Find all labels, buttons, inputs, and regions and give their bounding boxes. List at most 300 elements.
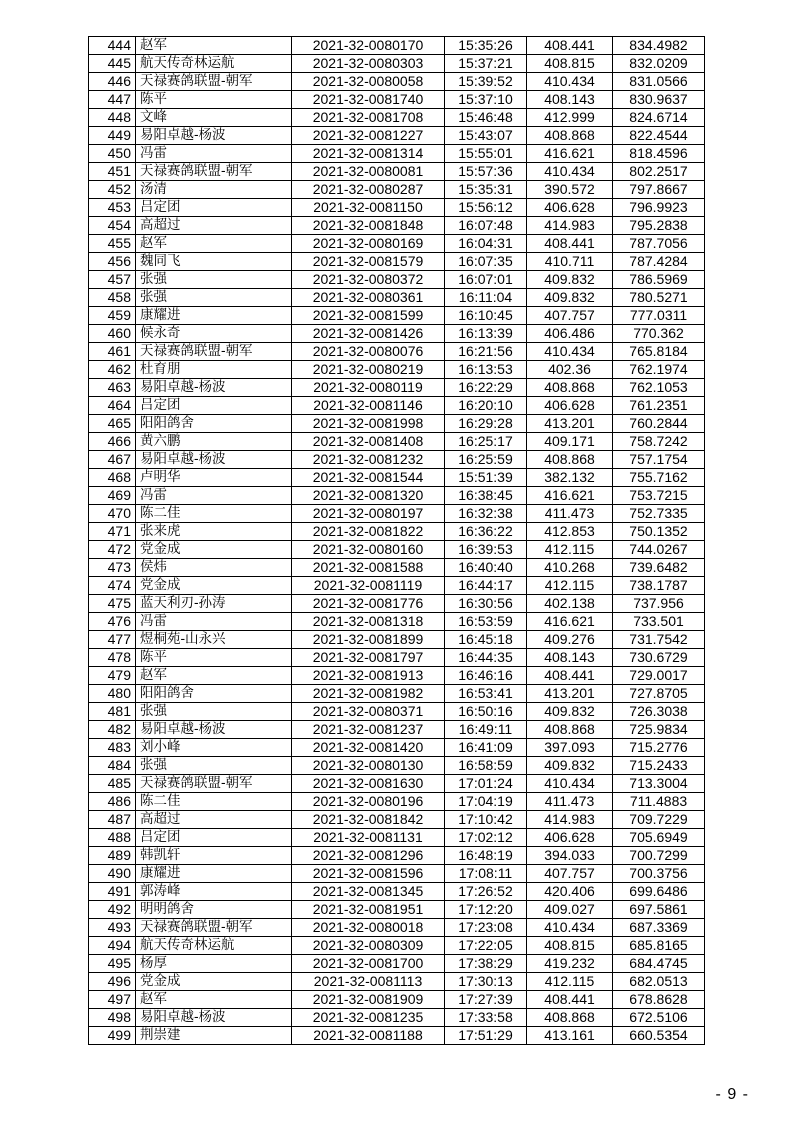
- speed-cell: 660.5354: [613, 1027, 705, 1045]
- rank-cell: 449: [89, 127, 136, 145]
- table-row: [89, 775, 705, 793]
- ring-number-cell: 2021-32-0081131: [292, 829, 445, 847]
- table-row: [89, 595, 705, 613]
- ring-number-cell: 2021-32-0080076: [292, 343, 445, 361]
- ring-number-cell: 2021-32-0081113: [292, 973, 445, 991]
- fancier-name-cell: 黄六鹏: [136, 433, 292, 451]
- table-row: [89, 199, 705, 217]
- arrival-time-cell: 16:07:35: [445, 253, 527, 271]
- fancier-name-cell: 魏同飞: [136, 253, 292, 271]
- arrival-time-cell: 17:51:29: [445, 1027, 527, 1045]
- distance-cell: 408.441: [527, 991, 613, 1009]
- speed-cell: 739.6482: [613, 559, 705, 577]
- table-row: [89, 235, 705, 253]
- rank-cell: 463: [89, 379, 136, 397]
- arrival-time-cell: 16:38:45: [445, 487, 527, 505]
- arrival-time-cell: 16:07:48: [445, 217, 527, 235]
- arrival-time-cell: 17:22:05: [445, 937, 527, 955]
- speed-cell: 824.6714: [613, 109, 705, 127]
- arrival-time-cell: 17:10:42: [445, 811, 527, 829]
- table-row: [89, 1027, 705, 1045]
- table-row: [89, 91, 705, 109]
- rank-cell: 452: [89, 181, 136, 199]
- distance-cell: 409.832: [527, 289, 613, 307]
- speed-cell: 757.1754: [613, 451, 705, 469]
- distance-cell: 406.628: [527, 397, 613, 415]
- distance-cell: 410.434: [527, 163, 613, 181]
- fancier-name-cell: 张来虎: [136, 523, 292, 541]
- rank-cell: 466: [89, 433, 136, 451]
- table-row: [89, 901, 705, 919]
- distance-cell: 409.832: [527, 703, 613, 721]
- arrival-time-cell: 16:40:40: [445, 559, 527, 577]
- distance-cell: 412.115: [527, 541, 613, 559]
- fancier-name-cell: 党金成: [136, 541, 292, 559]
- rank-cell: 484: [89, 757, 136, 775]
- fancier-name-cell: 吕定团: [136, 829, 292, 847]
- distance-cell: 414.983: [527, 811, 613, 829]
- arrival-time-cell: 15:35:26: [445, 37, 527, 55]
- arrival-time-cell: 15:43:07: [445, 127, 527, 145]
- rank-cell: 472: [89, 541, 136, 559]
- rank-cell: 447: [89, 91, 136, 109]
- speed-cell: 672.5106: [613, 1009, 705, 1027]
- arrival-time-cell: 17:38:29: [445, 955, 527, 973]
- results-table: [88, 36, 705, 1045]
- fancier-name-cell: 郭涛峰: [136, 883, 292, 901]
- arrival-time-cell: 17:27:39: [445, 991, 527, 1009]
- rank-cell: 469: [89, 487, 136, 505]
- ring-number-cell: 2021-32-0080081: [292, 163, 445, 181]
- ring-number-cell: 2021-32-0080287: [292, 181, 445, 199]
- rank-cell: 485: [89, 775, 136, 793]
- fancier-name-cell: 陈二佳: [136, 505, 292, 523]
- table-row: [89, 55, 705, 73]
- ring-number-cell: 2021-32-0081314: [292, 145, 445, 163]
- speed-cell: 755.7162: [613, 469, 705, 487]
- distance-cell: 409.276: [527, 631, 613, 649]
- arrival-time-cell: 16:21:56: [445, 343, 527, 361]
- fancier-name-cell: 易阳卓越-杨波: [136, 379, 292, 397]
- table-row: [89, 163, 705, 181]
- rank-cell: 479: [89, 667, 136, 685]
- ring-number-cell: 2021-32-0080196: [292, 793, 445, 811]
- rank-cell: 496: [89, 973, 136, 991]
- arrival-time-cell: 15:51:39: [445, 469, 527, 487]
- table-row: [89, 145, 705, 163]
- arrival-time-cell: 16:48:19: [445, 847, 527, 865]
- distance-cell: 407.757: [527, 307, 613, 325]
- arrival-time-cell: 17:23:08: [445, 919, 527, 937]
- arrival-time-cell: 16:20:10: [445, 397, 527, 415]
- rank-cell: 462: [89, 361, 136, 379]
- table-row: [89, 991, 705, 1009]
- fancier-name-cell: 蓝天利刃-孙涛: [136, 595, 292, 613]
- arrival-time-cell: 16:53:59: [445, 613, 527, 631]
- ring-number-cell: 2021-32-0081700: [292, 955, 445, 973]
- arrival-time-cell: 16:41:09: [445, 739, 527, 757]
- rank-cell: 444: [89, 37, 136, 55]
- distance-cell: 408.868: [527, 721, 613, 739]
- arrival-time-cell: 15:46:48: [445, 109, 527, 127]
- rank-cell: 457: [89, 271, 136, 289]
- table-row: [89, 451, 705, 469]
- speed-cell: 726.3038: [613, 703, 705, 721]
- fancier-name-cell: 天禄赛鸽联盟-朝军: [136, 343, 292, 361]
- speed-cell: 699.6486: [613, 883, 705, 901]
- speed-cell: 725.9834: [613, 721, 705, 739]
- distance-cell: 410.434: [527, 73, 613, 91]
- rank-cell: 448: [89, 109, 136, 127]
- ring-number-cell: 2021-32-0080372: [292, 271, 445, 289]
- speed-cell: 737.956: [613, 595, 705, 613]
- speed-cell: 711.4883: [613, 793, 705, 811]
- arrival-time-cell: 17:30:13: [445, 973, 527, 991]
- arrival-time-cell: 16:30:56: [445, 595, 527, 613]
- fancier-name-cell: 天禄赛鸽联盟-朝军: [136, 163, 292, 181]
- rank-cell: 481: [89, 703, 136, 721]
- rank-cell: 490: [89, 865, 136, 883]
- speed-cell: 762.1974: [613, 361, 705, 379]
- ring-number-cell: 2021-32-0081544: [292, 469, 445, 487]
- ring-number-cell: 2021-32-0081227: [292, 127, 445, 145]
- speed-cell: 832.0209: [613, 55, 705, 73]
- rank-cell: 453: [89, 199, 136, 217]
- distance-cell: 411.473: [527, 793, 613, 811]
- rank-cell: 483: [89, 739, 136, 757]
- speed-cell: 786.5969: [613, 271, 705, 289]
- fancier-name-cell: 高超过: [136, 811, 292, 829]
- rank-cell: 464: [89, 397, 136, 415]
- rank-cell: 456: [89, 253, 136, 271]
- table-row: [89, 1009, 705, 1027]
- fancier-name-cell: 刘小峰: [136, 739, 292, 757]
- arrival-time-cell: 16:22:29: [445, 379, 527, 397]
- distance-cell: 411.473: [527, 505, 613, 523]
- speed-cell: 777.0311: [613, 307, 705, 325]
- distance-cell: 406.486: [527, 325, 613, 343]
- fancier-name-cell: 吕定团: [136, 397, 292, 415]
- speed-cell: 760.2844: [613, 415, 705, 433]
- table-row: [89, 289, 705, 307]
- speed-cell: 752.7335: [613, 505, 705, 523]
- speed-cell: 797.8667: [613, 181, 705, 199]
- arrival-time-cell: 17:04:19: [445, 793, 527, 811]
- ring-number-cell: 2021-32-0081318: [292, 613, 445, 631]
- table-row: [89, 523, 705, 541]
- arrival-time-cell: 16:50:16: [445, 703, 527, 721]
- rank-cell: 473: [89, 559, 136, 577]
- arrival-time-cell: 15:56:12: [445, 199, 527, 217]
- rank-cell: 491: [89, 883, 136, 901]
- rank-cell: 498: [89, 1009, 136, 1027]
- distance-cell: 408.868: [527, 379, 613, 397]
- speed-cell: 715.2776: [613, 739, 705, 757]
- table-row: [89, 937, 705, 955]
- ring-number-cell: 2021-32-0080303: [292, 55, 445, 73]
- rank-cell: 497: [89, 991, 136, 1009]
- distance-cell: 416.621: [527, 145, 613, 163]
- table-row: [89, 307, 705, 325]
- arrival-time-cell: 16:44:17: [445, 577, 527, 595]
- speed-cell: 770.362: [613, 325, 705, 343]
- ring-number-cell: 2021-32-0080197: [292, 505, 445, 523]
- table-row: [89, 415, 705, 433]
- speed-cell: 727.8705: [613, 685, 705, 703]
- fancier-name-cell: 侯炜: [136, 559, 292, 577]
- speed-cell: 758.7242: [613, 433, 705, 451]
- arrival-time-cell: 16:58:59: [445, 757, 527, 775]
- ring-number-cell: 2021-32-0081842: [292, 811, 445, 829]
- ring-number-cell: 2021-32-0081237: [292, 721, 445, 739]
- ring-number-cell: 2021-32-0080361: [292, 289, 445, 307]
- rank-cell: 446: [89, 73, 136, 91]
- table-row: [89, 217, 705, 235]
- arrival-time-cell: 15:57:36: [445, 163, 527, 181]
- table-row: [89, 847, 705, 865]
- ring-number-cell: 2021-32-0080160: [292, 541, 445, 559]
- fancier-name-cell: 赵军: [136, 667, 292, 685]
- speed-cell: 730.6729: [613, 649, 705, 667]
- table-row: [89, 865, 705, 883]
- table-row: [89, 577, 705, 595]
- table-row: [89, 271, 705, 289]
- rank-cell: 455: [89, 235, 136, 253]
- ring-number-cell: 2021-32-0081776: [292, 595, 445, 613]
- fancier-name-cell: 阳阳鸽舍: [136, 685, 292, 703]
- speed-cell: 733.501: [613, 613, 705, 631]
- fancier-name-cell: 天禄赛鸽联盟-朝军: [136, 73, 292, 91]
- distance-cell: 409.171: [527, 433, 613, 451]
- rank-cell: 489: [89, 847, 136, 865]
- fancier-name-cell: 航天传奇林运航: [136, 937, 292, 955]
- distance-cell: 412.115: [527, 973, 613, 991]
- distance-cell: 416.621: [527, 487, 613, 505]
- distance-cell: 382.132: [527, 469, 613, 487]
- fancier-name-cell: 明明鸽舍: [136, 901, 292, 919]
- arrival-time-cell: 15:37:10: [445, 91, 527, 109]
- rank-cell: 477: [89, 631, 136, 649]
- arrival-time-cell: 16:44:35: [445, 649, 527, 667]
- speed-cell: 795.2838: [613, 217, 705, 235]
- distance-cell: 409.832: [527, 271, 613, 289]
- table-row: [89, 253, 705, 271]
- fancier-name-cell: 易阳卓越-杨波: [136, 721, 292, 739]
- arrival-time-cell: 17:26:52: [445, 883, 527, 901]
- ring-number-cell: 2021-32-0080170: [292, 37, 445, 55]
- fancier-name-cell: 天禄赛鸽联盟-朝军: [136, 775, 292, 793]
- fancier-name-cell: 张强: [136, 289, 292, 307]
- arrival-time-cell: 16:29:28: [445, 415, 527, 433]
- fancier-name-cell: 杜育朋: [136, 361, 292, 379]
- table-row: [89, 361, 705, 379]
- speed-cell: 834.4982: [613, 37, 705, 55]
- rank-cell: 486: [89, 793, 136, 811]
- distance-cell: 413.201: [527, 685, 613, 703]
- speed-cell: 787.4284: [613, 253, 705, 271]
- ring-number-cell: 2021-32-0081579: [292, 253, 445, 271]
- speed-cell: 796.9923: [613, 199, 705, 217]
- fancier-name-cell: 张强: [136, 703, 292, 721]
- fancier-name-cell: 党金成: [136, 973, 292, 991]
- table-row: [89, 721, 705, 739]
- rank-cell: 474: [89, 577, 136, 595]
- speed-cell: 787.7056: [613, 235, 705, 253]
- results-table-body: [89, 37, 705, 1045]
- ring-number-cell: 2021-32-0081320: [292, 487, 445, 505]
- rank-cell: 480: [89, 685, 136, 703]
- fancier-name-cell: 张强: [136, 271, 292, 289]
- ring-number-cell: 2021-32-0081740: [292, 91, 445, 109]
- distance-cell: 402.36: [527, 361, 613, 379]
- rank-cell: 460: [89, 325, 136, 343]
- distance-cell: 408.441: [527, 37, 613, 55]
- distance-cell: 402.138: [527, 595, 613, 613]
- arrival-time-cell: 16:49:11: [445, 721, 527, 739]
- ring-number-cell: 2021-32-0081426: [292, 325, 445, 343]
- arrival-time-cell: 16:25:17: [445, 433, 527, 451]
- distance-cell: 408.868: [527, 451, 613, 469]
- ring-number-cell: 2021-32-0081420: [292, 739, 445, 757]
- ring-number-cell: 2021-32-0081232: [292, 451, 445, 469]
- ring-number-cell: 2021-32-0081408: [292, 433, 445, 451]
- arrival-time-cell: 16:04:31: [445, 235, 527, 253]
- speed-cell: 831.0566: [613, 73, 705, 91]
- ring-number-cell: 2021-32-0080169: [292, 235, 445, 253]
- speed-cell: 713.3004: [613, 775, 705, 793]
- distance-cell: 412.999: [527, 109, 613, 127]
- ring-number-cell: 2021-32-0081797: [292, 649, 445, 667]
- speed-cell: 685.8165: [613, 937, 705, 955]
- arrival-time-cell: 17:02:12: [445, 829, 527, 847]
- fancier-name-cell: 天禄赛鸽联盟-朝军: [136, 919, 292, 937]
- rank-cell: 458: [89, 289, 136, 307]
- fancier-name-cell: 赵军: [136, 37, 292, 55]
- ring-number-cell: 2021-32-0081708: [292, 109, 445, 127]
- table-row: [89, 829, 705, 847]
- fancier-name-cell: 易阳卓越-杨波: [136, 1009, 292, 1027]
- ring-number-cell: 2021-32-0081235: [292, 1009, 445, 1027]
- distance-cell: 406.628: [527, 829, 613, 847]
- ring-number-cell: 2021-32-0080119: [292, 379, 445, 397]
- speed-cell: 731.7542: [613, 631, 705, 649]
- arrival-time-cell: 15:55:01: [445, 145, 527, 163]
- arrival-time-cell: 16:13:39: [445, 325, 527, 343]
- distance-cell: 406.628: [527, 199, 613, 217]
- ring-number-cell: 2021-32-0081188: [292, 1027, 445, 1045]
- ring-number-cell: 2021-32-0080309: [292, 937, 445, 955]
- table-row: [89, 379, 705, 397]
- speed-cell: 715.2433: [613, 757, 705, 775]
- speed-cell: 750.1352: [613, 523, 705, 541]
- fancier-name-cell: 文峰: [136, 109, 292, 127]
- table-row: [89, 37, 705, 55]
- fancier-name-cell: 陈平: [136, 91, 292, 109]
- speed-cell: 709.7229: [613, 811, 705, 829]
- speed-cell: 738.1787: [613, 577, 705, 595]
- speed-cell: 830.9637: [613, 91, 705, 109]
- speed-cell: 700.7299: [613, 847, 705, 865]
- ring-number-cell: 2021-32-0081296: [292, 847, 445, 865]
- table-row: [89, 631, 705, 649]
- arrival-time-cell: 16:07:01: [445, 271, 527, 289]
- fancier-name-cell: 煜桐苑-山永兴: [136, 631, 292, 649]
- arrival-time-cell: 16:46:16: [445, 667, 527, 685]
- distance-cell: 412.115: [527, 577, 613, 595]
- table-row: [89, 469, 705, 487]
- arrival-time-cell: 16:10:45: [445, 307, 527, 325]
- rank-cell: 445: [89, 55, 136, 73]
- table-row: [89, 667, 705, 685]
- rank-cell: 499: [89, 1027, 136, 1045]
- ring-number-cell: 2021-32-0081822: [292, 523, 445, 541]
- rank-cell: 487: [89, 811, 136, 829]
- ring-number-cell: 2021-32-0080058: [292, 73, 445, 91]
- speed-cell: 729.0017: [613, 667, 705, 685]
- ring-number-cell: 2021-32-0081596: [292, 865, 445, 883]
- distance-cell: 410.268: [527, 559, 613, 577]
- arrival-time-cell: 15:37:21: [445, 55, 527, 73]
- table-row: [89, 541, 705, 559]
- ring-number-cell: 2021-32-0081899: [292, 631, 445, 649]
- speed-cell: 705.6949: [613, 829, 705, 847]
- fancier-name-cell: 吕定团: [136, 199, 292, 217]
- fancier-name-cell: 陈平: [136, 649, 292, 667]
- arrival-time-cell: 15:39:52: [445, 73, 527, 91]
- table-row: [89, 973, 705, 991]
- speed-cell: 697.5861: [613, 901, 705, 919]
- fancier-name-cell: 陈二佳: [136, 793, 292, 811]
- fancier-name-cell: 杨厚: [136, 955, 292, 973]
- arrival-time-cell: 16:13:53: [445, 361, 527, 379]
- distance-cell: 409.027: [527, 901, 613, 919]
- distance-cell: 409.832: [527, 757, 613, 775]
- rank-cell: 465: [89, 415, 136, 433]
- table-row: [89, 811, 705, 829]
- fancier-name-cell: 张强: [136, 757, 292, 775]
- arrival-time-cell: 16:25:59: [445, 451, 527, 469]
- table-row: [89, 703, 705, 721]
- rank-cell: 454: [89, 217, 136, 235]
- table-row: [89, 109, 705, 127]
- distance-cell: 414.983: [527, 217, 613, 235]
- rank-cell: 468: [89, 469, 136, 487]
- rank-cell: 459: [89, 307, 136, 325]
- ring-number-cell: 2021-32-0080018: [292, 919, 445, 937]
- table-row: [89, 343, 705, 361]
- arrival-time-cell: 16:45:18: [445, 631, 527, 649]
- ring-number-cell: 2021-32-0081599: [292, 307, 445, 325]
- fancier-name-cell: 卢明华: [136, 469, 292, 487]
- distance-cell: 408.815: [527, 937, 613, 955]
- speed-cell: 818.4596: [613, 145, 705, 163]
- fancier-name-cell: 冯雷: [136, 487, 292, 505]
- speed-cell: 678.8628: [613, 991, 705, 1009]
- speed-cell: 802.2517: [613, 163, 705, 181]
- distance-cell: 408.441: [527, 235, 613, 253]
- speed-cell: 744.0267: [613, 541, 705, 559]
- rank-cell: 475: [89, 595, 136, 613]
- fancier-name-cell: 赵军: [136, 235, 292, 253]
- speed-cell: 753.7215: [613, 487, 705, 505]
- arrival-time-cell: 16:36:22: [445, 523, 527, 541]
- arrival-time-cell: 16:11:04: [445, 289, 527, 307]
- speed-cell: 682.0513: [613, 973, 705, 991]
- fancier-name-cell: 易阳卓越-杨波: [136, 127, 292, 145]
- ring-number-cell: 2021-32-0081998: [292, 415, 445, 433]
- fancier-name-cell: 候永奇: [136, 325, 292, 343]
- fancier-name-cell: 易阳卓越-杨波: [136, 451, 292, 469]
